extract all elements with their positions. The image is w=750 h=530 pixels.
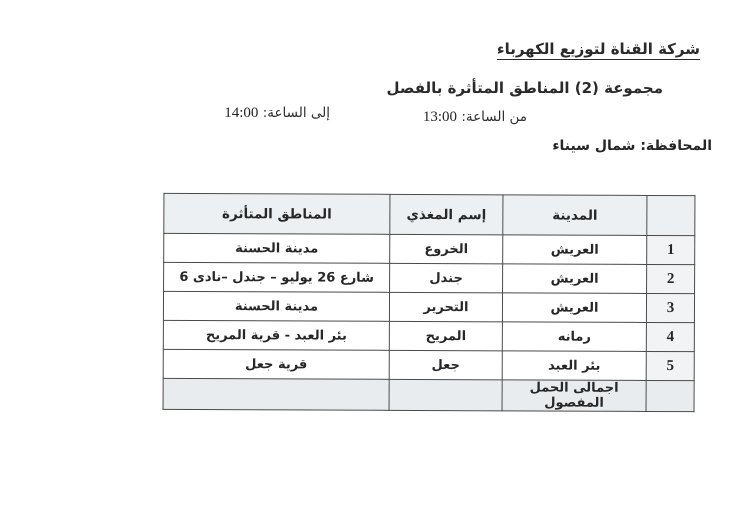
- footer-number-cell: [646, 380, 694, 411]
- cell-areas: مدينة الحسنة: [163, 291, 389, 321]
- affected-areas-table: [163, 193, 696, 412]
- table-body: [163, 233, 695, 380]
- header-areas: المناطق المتأثرة: [164, 193, 390, 234]
- cell-number: 1: [647, 235, 695, 264]
- cell-number: 2: [647, 264, 695, 293]
- header-city: المدينة: [503, 195, 647, 236]
- company-title: [497, 40, 700, 58]
- cell-city: رمانه: [502, 322, 646, 352]
- group-title: مجموعة (2) المناطق المتأثرة بالفصل: [386, 79, 663, 97]
- footer-total-label-cell: اجمالى الحمل المفصول: [502, 380, 646, 412]
- table-row: [164, 233, 695, 264]
- table-footer: [163, 378, 694, 411]
- cell-city: بئر العبد: [502, 351, 646, 381]
- cell-areas: بئر العبد - قرية المريح: [163, 320, 389, 350]
- table-footer-row: [163, 378, 694, 411]
- cell-city: العريش: [503, 264, 647, 294]
- cell-number: 5: [646, 351, 694, 380]
- cell-city: العريش: [502, 293, 646, 323]
- cell-number: 3: [646, 293, 694, 322]
- company-title-text: شركة القناة لتوزيع الكهرباء: [496, 40, 700, 58]
- time-from-value: 13:00: [422, 109, 458, 125]
- table-row: [163, 320, 694, 351]
- cell-number: 4: [646, 322, 694, 351]
- time-to-label: إلى الساعة:: [262, 105, 330, 121]
- cell-feeder: جعل: [389, 350, 502, 379]
- governorate-label: المحافظة:: [640, 138, 712, 154]
- table-row: [163, 349, 694, 380]
- cell-areas: مدينة الحسنة: [164, 233, 390, 263]
- governorate: [552, 138, 712, 154]
- time-to-value: 14:00: [224, 105, 259, 121]
- cell-city: العريش: [503, 235, 647, 265]
- header-feeder: إسم المغذي: [390, 194, 503, 234]
- cell-feeder: الخروع: [390, 234, 503, 263]
- footer-feeder-cell: [389, 379, 502, 410]
- time-from: [423, 109, 527, 126]
- time-from-label: من الساعة:: [461, 109, 527, 125]
- cell-areas: قرية جعل: [163, 349, 389, 379]
- time-to: [224, 105, 330, 122]
- cell-feeder: التحرير: [389, 292, 502, 321]
- table-row: [163, 291, 694, 322]
- cell-feeder: المريح: [389, 321, 502, 350]
- cell-feeder: جندل: [390, 263, 503, 292]
- governorate-value: شمال سيناء: [552, 138, 636, 154]
- table-header: [164, 193, 695, 235]
- cell-areas: شارع 26 يوليو – جندل –نادى 6: [164, 262, 390, 292]
- header-number: [647, 195, 695, 235]
- footer-areas-cell: [163, 378, 389, 410]
- table-row: [164, 262, 695, 293]
- table-header-row: [164, 193, 695, 235]
